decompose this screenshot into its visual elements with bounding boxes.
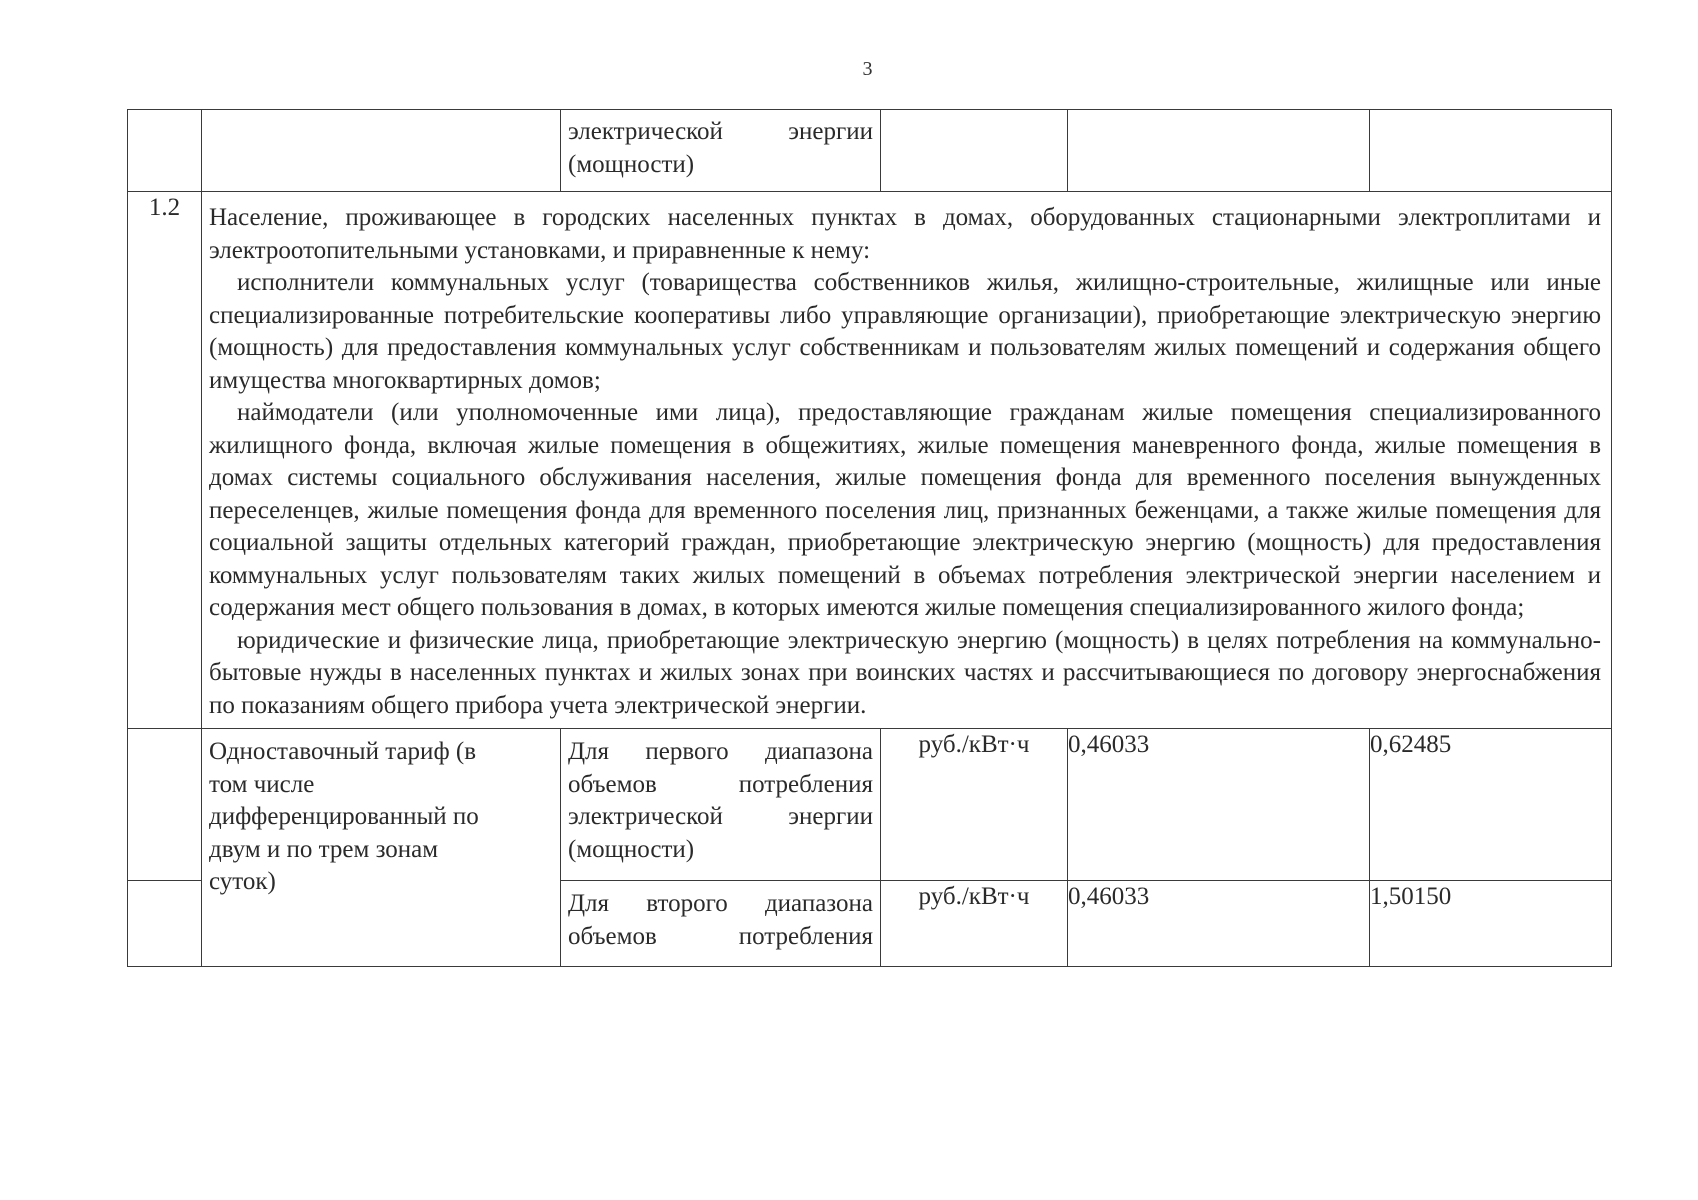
continued-range-cell bbox=[561, 110, 881, 192]
page-number: 3 bbox=[862, 58, 873, 80]
tariff-range-cell bbox=[561, 729, 881, 881]
continued-unit-cell bbox=[881, 110, 1068, 192]
continued-name-cell bbox=[202, 110, 561, 192]
tariff-unit: руб./кВт·ч bbox=[881, 729, 1068, 881]
continued-value-2-cell bbox=[1370, 110, 1612, 192]
row-1-2 bbox=[128, 192, 1612, 729]
tariff-range: Для первого диапазона объемов потребления электрической энергии (мощности) bbox=[568, 738, 873, 863]
description-paragraph: исполнители коммунальных услуг (товарищества собственников жилья, жилищно-строительные, жилищные или иные специализированные потребительские кооперативы либо управляющие организации), приобретающие электрическую энергию (мощность) для предоставления коммунальных услуг собственникам и пользователям жилых помещений и содержания общего имущества многоквартирных домов; bbox=[209, 269, 1601, 394]
row-number: 1.2 bbox=[128, 192, 202, 729]
tariff-range: Для второго диапазона объемов потребления bbox=[568, 890, 873, 950]
continued-value-1-cell bbox=[1068, 110, 1370, 192]
tariff-name-cell bbox=[202, 729, 561, 967]
tariff-row bbox=[128, 729, 1612, 881]
tariff-empty-num-cell bbox=[128, 881, 202, 967]
tariff-value-2: 1,50150 bbox=[1370, 881, 1612, 967]
continued-row bbox=[128, 110, 1612, 192]
tariff-value-1: 0,46033 bbox=[1068, 729, 1370, 881]
continued-num-cell bbox=[128, 110, 202, 192]
description-paragraph: юридические и физические лица, приобретающие электрическую энергию (мощность) в целях потребления на коммунально-бытовые нужды в населенных пунктах и жилых зонах при воинских частях и рассчитывающиеся по договору энергоснабжения по показаниям общего прибора учета электрической энергии. bbox=[209, 626, 1601, 719]
description-paragraph: Население, проживающее в городских населенных пунктах в домах, оборудованных стационарными электроплитами и электроотопительными установками, и приравненные к нему: bbox=[209, 204, 1601, 264]
continued-range-text: электрической энергии (мощности) bbox=[568, 118, 873, 178]
tariff-empty-num-cell bbox=[128, 729, 202, 881]
tariff-value-2: 0,62485 bbox=[1370, 729, 1612, 881]
description-paragraph: наймодатели (или уполномоченные ими лица), предоставляющие гражданам жилые помещения специализированного жилищного фонда, включая жилые помещения в общежитиях, жилые помещения маневренного фонда, жилые помещения в домах системы социального обслуживания населения, жилые помещения фонда для временного поселения вынужденных переселенцев, жилые помещения фонда для временного поселения лиц, признанных беженцами, а также жилые помещения для социальной защиты отдельных категорий граждан, приобретающие электрическую энергию (мощность) для предоставления коммунальных услуг пользователям таких жилых помещений в объемах потребления электрической энергии населением и содержания мест общего пользования в домах, в которых имеются жилые помещения специализированного жилого фонда; bbox=[209, 399, 1601, 621]
row-description bbox=[202, 192, 1611, 728]
row-description-cell bbox=[202, 192, 1612, 729]
tariff-table bbox=[127, 109, 1612, 967]
tariff-unit: руб./кВт·ч bbox=[881, 881, 1068, 967]
tariff-name: Одноставочный тариф (в том числе дифференцированный по двум и по трем зонам суток) bbox=[209, 738, 479, 895]
tariff-range-cell bbox=[561, 881, 881, 967]
tariff-value-1: 0,46033 bbox=[1068, 881, 1370, 967]
